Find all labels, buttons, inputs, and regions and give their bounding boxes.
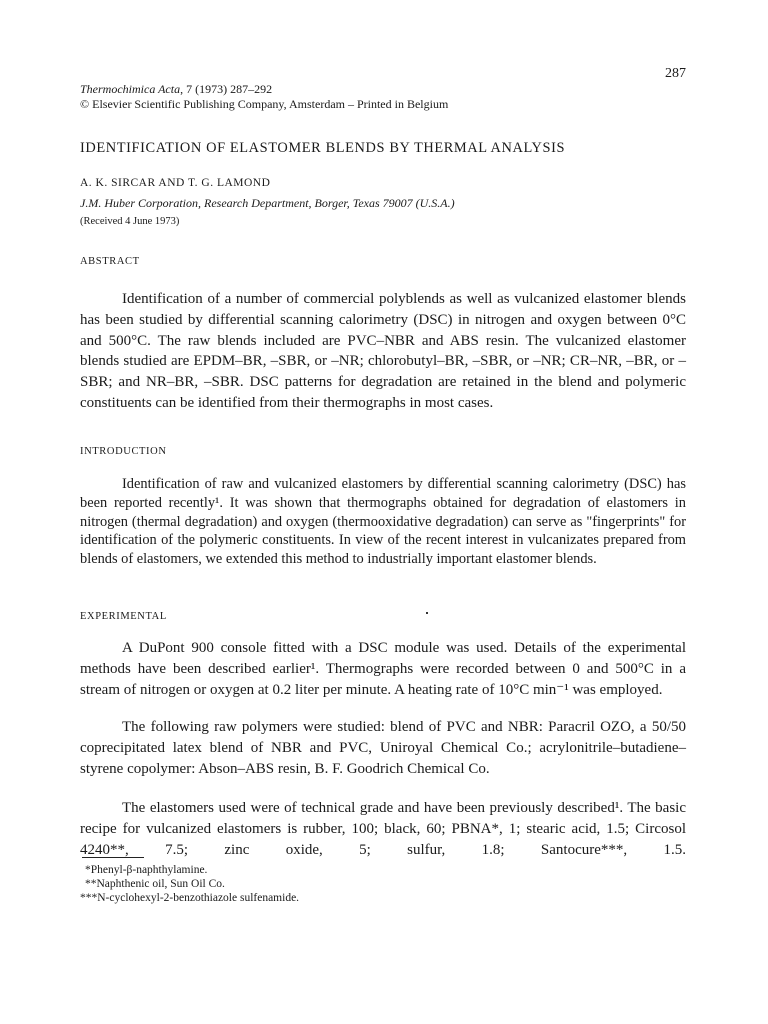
affiliation: J.M. Huber Corporation, Research Department, Borger, Texas 79007 (U.S.A.) [80,196,455,210]
footnote-rule [82,857,144,858]
stray-dot [426,612,428,614]
journal-title: Thermochimica Acta [80,82,181,96]
abstract-heading: ABSTRACT [80,256,140,267]
introduction-heading: INTRODUCTION [80,446,167,457]
page-number: 287 [665,66,686,81]
footnote-circosol: **Naphthenic oil, Sun Oil Co. [85,878,225,890]
footnote-santocure: ***N-cyclohexyl-2-benzothiazole sulfenamide. [80,892,300,904]
introduction-text: Identification of raw and vulcanized elastomers by differential scanning calorimetry (DSC) has been reported recently¹. It was shown that thermographs obtained for degradation of elastomers in nitrogen (thermal degradation) and oxygen (thermooxidative degradation) can serve as "fingerprints" for identification of the polymeric constituents. In view of the recent interest in vulcanizates prepared from blends of elastomers, we extended this method to industrially important elastomer blends. [80,476,686,568]
footnote-pbna: *Phenyl-β-naphthylamine. [85,864,208,876]
footnotes [80,863,299,905]
journal-volume: , 7 (1973) 287–292 [180,82,273,96]
paper-title: IDENTIFICATION OF ELASTOMER BLENDS BY THERMAL ANALYSIS [80,140,566,156]
received-date: (Received 4 June 1973) [80,216,180,227]
experimental-paragraph-1: A DuPont 900 console fitted with a DSC module was used. Details of the experimental methods have been described earlier¹. Thermographs were recorded between 0 and 500°C in a stream of nitrogen or oxygen at 0.2 liter per minute. A heating rate of 10°C min⁻¹ was employed. [80,640,686,698]
experimental-heading: EXPERIMENTAL [80,611,167,622]
publisher-line: © Elsevier Scientific Publishing Company, Amsterdam – Printed in Belgium [80,97,449,111]
journal-citation [80,82,448,97]
authors: A. K. SIRCAR AND T. G. LAMOND [80,177,271,189]
abstract-text: Identification of a number of commercial polyblends as well as vulcanized elastomer blends has been studied by differential scanning calorimetry (DSC) in nitrogen and oxygen between 0°C and 500°C. The raw blends included are PVC–NBR and ABS resin. The vulcanized elastomer blends studied are EPDM–BR, –SBR, or –NR; chlorobutyl–BR, –SBR, or –NR; CR–NR, –BR, or –SBR; and NR–BR, –SBR. DSC patterns for degradation are retained in the blend and polymeric constituents can be identified from their thermographs in most cases. [80,291,686,411]
experimental-paragraph-3: The elastomers used were of technical grade and have been previously described¹. The basic recipe for vulcanized elastomers is rubber, 100; black, 60; PBNA*, 1; stearic acid, 1.5; Circosol 4240**, 7.5; zinc oxide, 5; sulfur, 1.8; Santocure***, 1.5. [80,800,686,858]
experimental-paragraph-2: The following raw polymers were studied: blend of PVC and NBR: Paracril OZO, a 50/50 coprecipitated latex blend of NBR and PVC, Uniroyal Chemical Co.; acrylonitrile–butadiene–styrene copolymer: Abson–ABS resin, B. F. Goodrich Chemical Co. [80,719,686,777]
journal-header [80,82,448,112]
